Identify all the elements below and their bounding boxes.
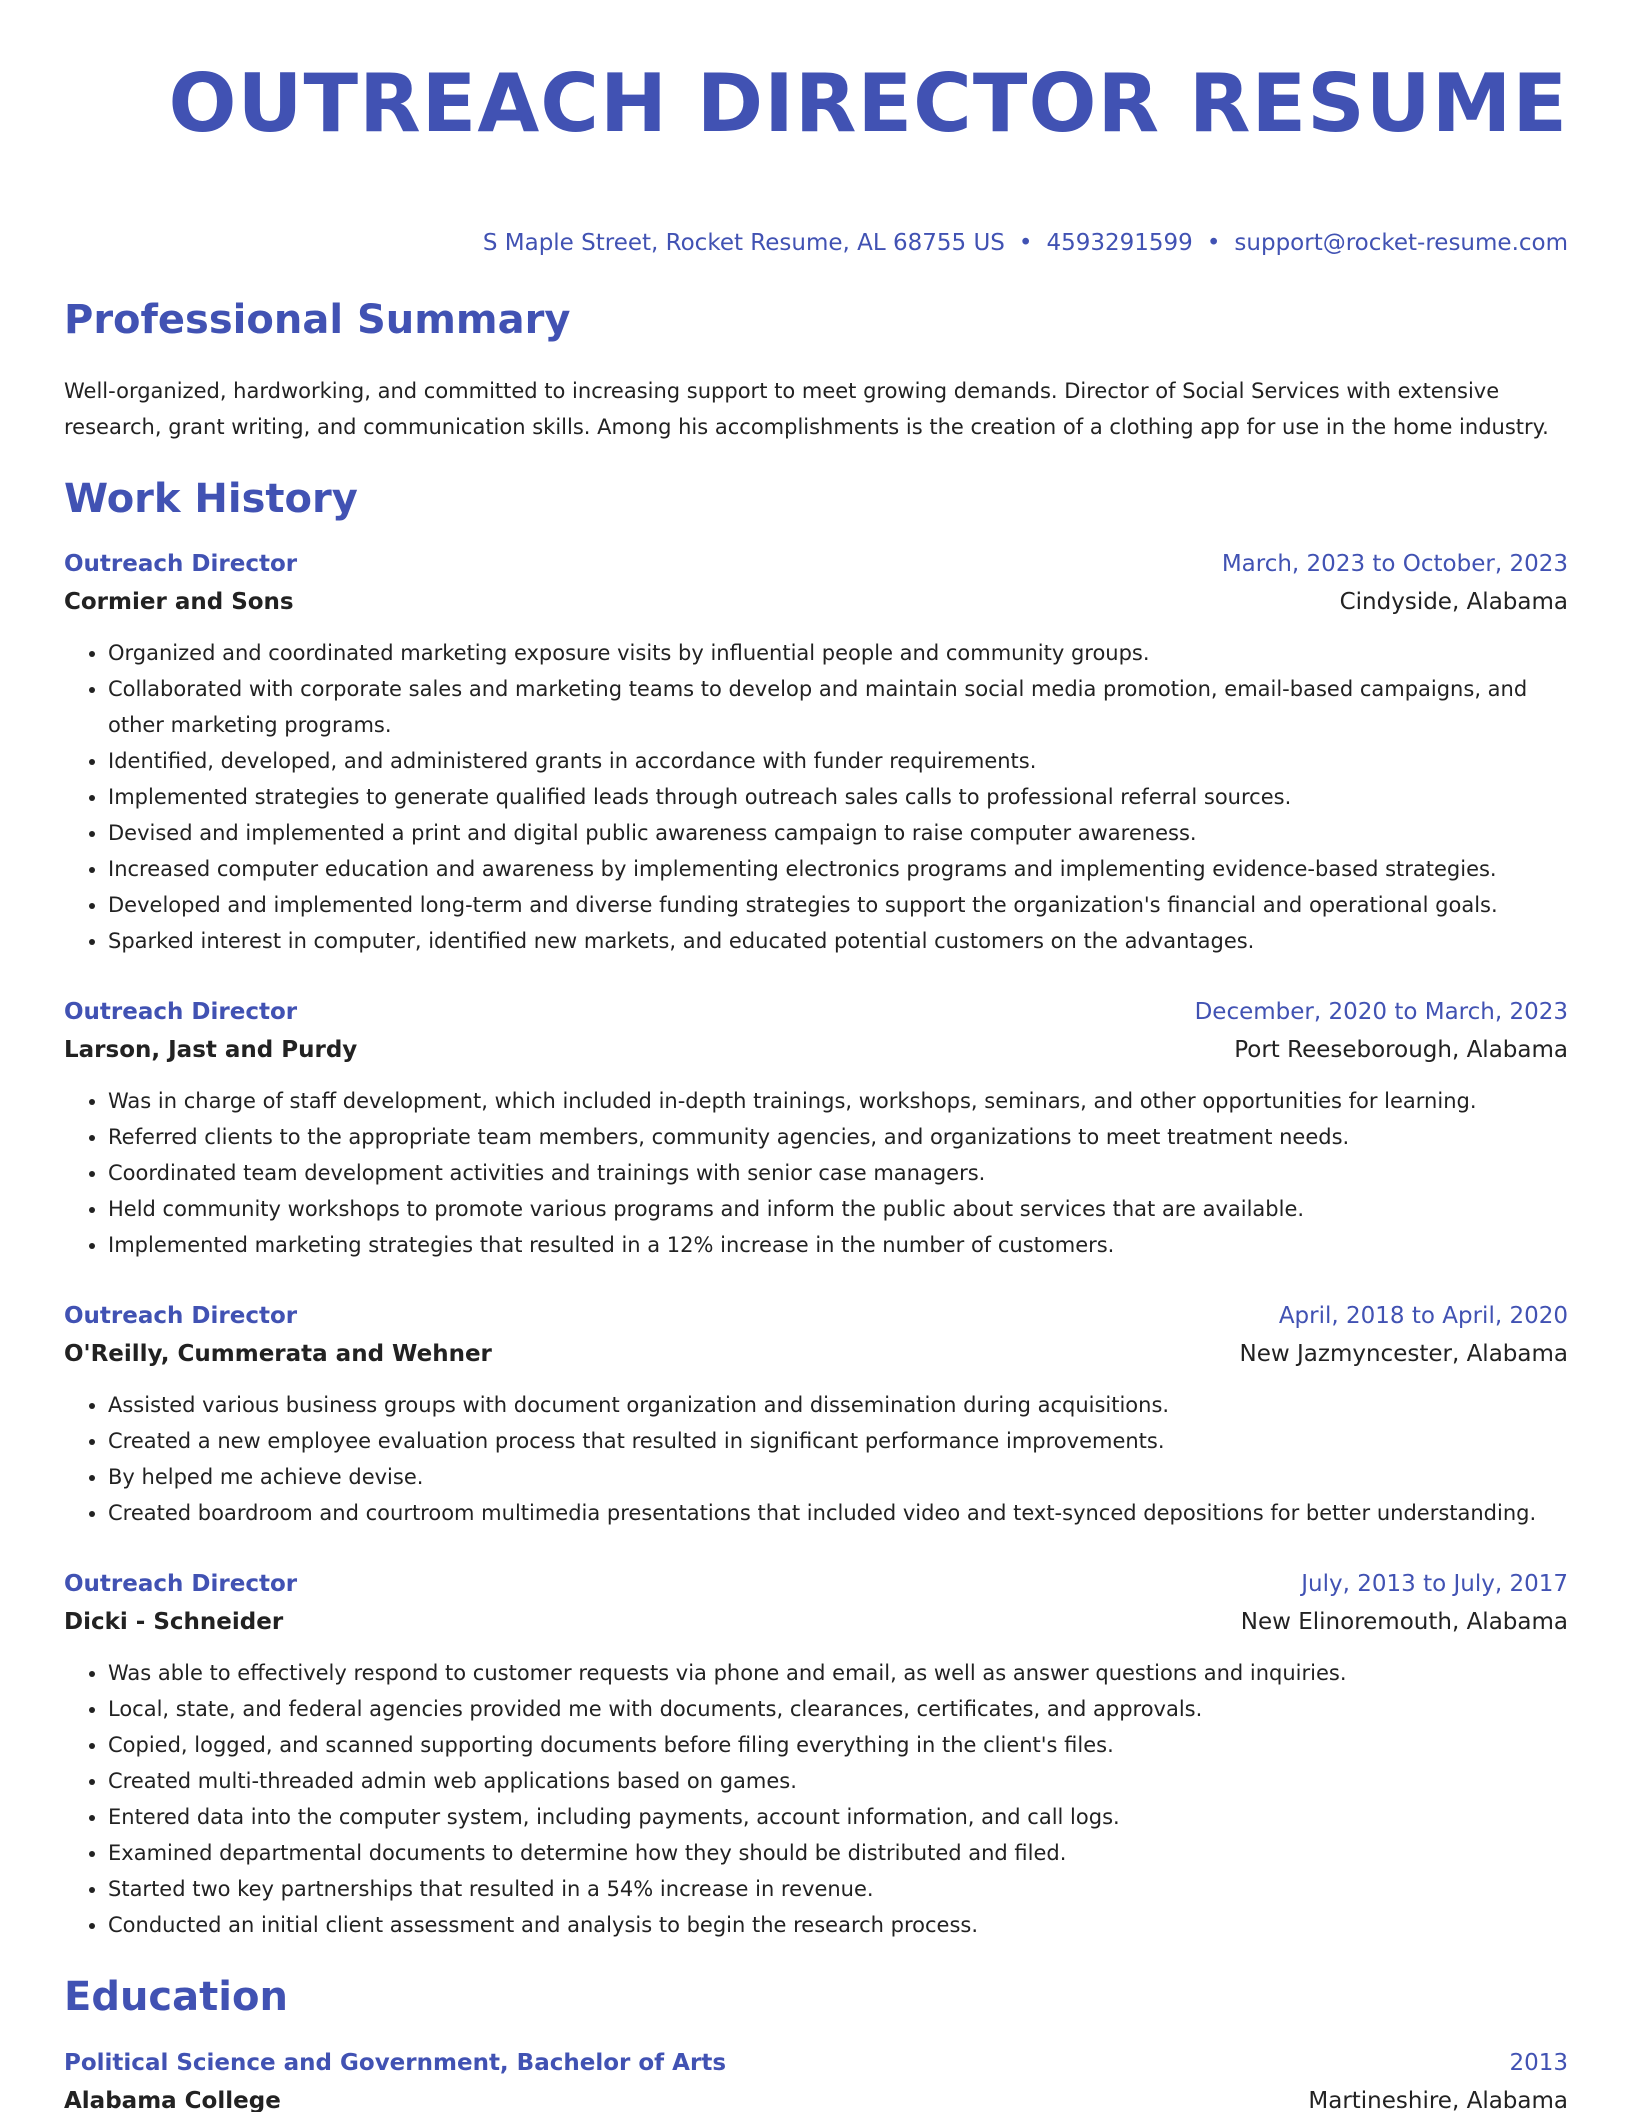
summary-text: Well-organized, hardworking, and committed to increasing support to meet growing demands. Director of Social Services with extensive research, grant writing, and communication skills. Among his accomplishments is the creation of a clothing app for use in the home industry. <box>64 379 1549 439</box>
job-company: Dicki - Schneider <box>64 1609 284 1635</box>
job-bullet: • Local, state, and federal agencies provided me with documents, clearances, certificates, and approvals. <box>108 1691 1568 1727</box>
job-dates: July, 2013 to July, 2017 <box>1301 1571 1568 1597</box>
job-location: New Elinoremouth, Alabama <box>1240 1609 1568 1635</box>
email: support@rocket-resume.com <box>1234 230 1568 256</box>
phone: 4593291599 <box>1046 230 1193 256</box>
job-role: Outreach Director <box>64 551 298 577</box>
job-bullet: • Created a new employee evaluation process that resulted in significant performance improvements. <box>108 1423 1568 1459</box>
job-bullet: • Created multi-threaded admin web applications based on games. <box>108 1763 1568 1799</box>
job-bullet: • Coordinated team development activities and trainings with senior case managers. <box>108 1155 1568 1191</box>
work-history-list <box>64 549 1568 1943</box>
degree: Political Science and Government, Bachelor of Arts <box>64 2050 727 2076</box>
job-row-bottom <box>64 1035 1568 1065</box>
job-location: New Jazmyncester, Alabama <box>1239 1341 1568 1367</box>
job-company: Cormier and Sons <box>64 589 294 615</box>
job-dates: April, 2018 to April, 2020 <box>1278 1303 1568 1329</box>
job-bullet: • Examined departmental documents to determine how they should be distributed and filed. <box>108 1835 1568 1871</box>
job-row-bottom <box>64 587 1568 617</box>
summary-heading: Professional Summary <box>64 297 571 343</box>
education-year: 2013 <box>1509 2050 1568 2076</box>
job-bullet: • Entered data into the computer system, including payments, account information, and call logs. <box>108 1799 1568 1835</box>
school-location: Martineshire, Alabama <box>1308 2088 1568 2112</box>
job-company: Larson, Jast and Purdy <box>64 1037 358 1063</box>
job-bullet: • Was able to effectively respond to customer requests via phone and email, as well as answer questions and inquiries. <box>108 1655 1568 1691</box>
job-bullet: • Implemented marketing strategies that resulted in a 12% increase in the number of customers. <box>108 1227 1568 1263</box>
job-bullet: • Implemented strategies to generate qualified leads through outreach sales calls to professional referral sources. <box>108 779 1568 815</box>
job-bullet: • Developed and implemented long-term and diverse funding strategies to support the organization's financial and operational goals. <box>108 887 1568 923</box>
job-bullet: • Assisted various business groups with document organization and dissemination during acquisitions. <box>108 1387 1568 1423</box>
job-bullet: • Copied, logged, and scanned supporting documents before filing everything in the client's files. <box>108 1727 1568 1763</box>
job-bullets <box>64 1655 1568 1943</box>
job-dates: December, 2020 to March, 2023 <box>1194 999 1568 1025</box>
job-bullet: • Collaborated with corporate sales and marketing teams to develop and maintain social media promotion, email-based campaigns, and other marketing programs. <box>108 671 1568 743</box>
job-row-top <box>64 1301 1568 1331</box>
separator-dot: • <box>1206 230 1221 256</box>
job-row-bottom <box>64 1607 1568 1637</box>
job-bullet: • Conducted an initial client assessment and analysis to begin the research process. <box>108 1907 1568 1943</box>
resume-title: OUTREACH DIRECTOR RESUME <box>168 57 1568 150</box>
job-company: O'Reilly, Cummerata and Wehner <box>64 1341 492 1367</box>
work-history-heading: Work History <box>64 476 358 522</box>
job-row-bottom <box>64 1339 1568 1369</box>
job-entry <box>64 997 1568 1263</box>
job-entry <box>64 549 1568 959</box>
resume-page <box>64 0 1568 2112</box>
job-bullet: • Sparked interest in computer, identified new markets, and educated potential customers on the advantages. <box>108 923 1568 959</box>
job-bullet: • Devised and implemented a print and digital public awareness campaign to raise computer awareness. <box>108 815 1568 851</box>
job-dates: March, 2023 to October, 2023 <box>1221 551 1568 577</box>
education-entry <box>64 2048 1568 2112</box>
job-location: Cindyside, Alabama <box>1339 589 1568 615</box>
job-role: Outreach Director <box>64 1571 298 1597</box>
job-entry <box>64 1569 1568 1943</box>
separator-dot: • <box>1018 230 1033 256</box>
school: Alabama College <box>64 2088 281 2112</box>
job-bullet: • Was in charge of staff development, which included in-depth trainings, workshops, seminars, and other opportunities for learning. <box>108 1083 1568 1119</box>
job-bullet: • Referred clients to the appropriate team members, community agencies, and organizations to meet treatment needs. <box>108 1119 1568 1155</box>
job-bullets <box>64 1387 1568 1531</box>
job-bullet: • Created boardroom and courtroom multimedia presentations that included video and text-synced depositions for better understanding. <box>108 1495 1568 1531</box>
education-heading: Education <box>64 1974 288 2020</box>
contact-line <box>64 228 1568 258</box>
job-bullet: • Organized and coordinated marketing exposure visits by influential people and community groups. <box>108 635 1568 671</box>
job-row-top <box>64 549 1568 579</box>
education-row-top <box>64 2048 1568 2078</box>
address: S Maple Street, Rocket Resume, AL 68755 US <box>482 230 1005 256</box>
job-location: Port Reeseborough, Alabama <box>1234 1037 1568 1063</box>
job-bullets <box>64 635 1568 959</box>
job-row-top <box>64 997 1568 1027</box>
job-bullet: • By helped me achieve devise. <box>108 1459 1568 1495</box>
job-bullet: • Held community workshops to promote various programs and inform the public about services that are available. <box>108 1191 1568 1227</box>
job-bullet: • Identified, developed, and administered grants in accordance with funder requirements. <box>108 743 1568 779</box>
job-bullet: • Started two key partnerships that resulted in a 54% increase in revenue. <box>108 1871 1568 1907</box>
education-row-bottom <box>64 2086 1568 2112</box>
job-bullets <box>64 1083 1568 1263</box>
job-entry <box>64 1301 1568 1531</box>
job-role: Outreach Director <box>64 1303 298 1329</box>
job-role: Outreach Director <box>64 999 298 1025</box>
job-bullet: • Increased computer education and awareness by implementing electronics programs and implementing evidence-based strategies. <box>108 851 1568 887</box>
job-row-top <box>64 1569 1568 1599</box>
